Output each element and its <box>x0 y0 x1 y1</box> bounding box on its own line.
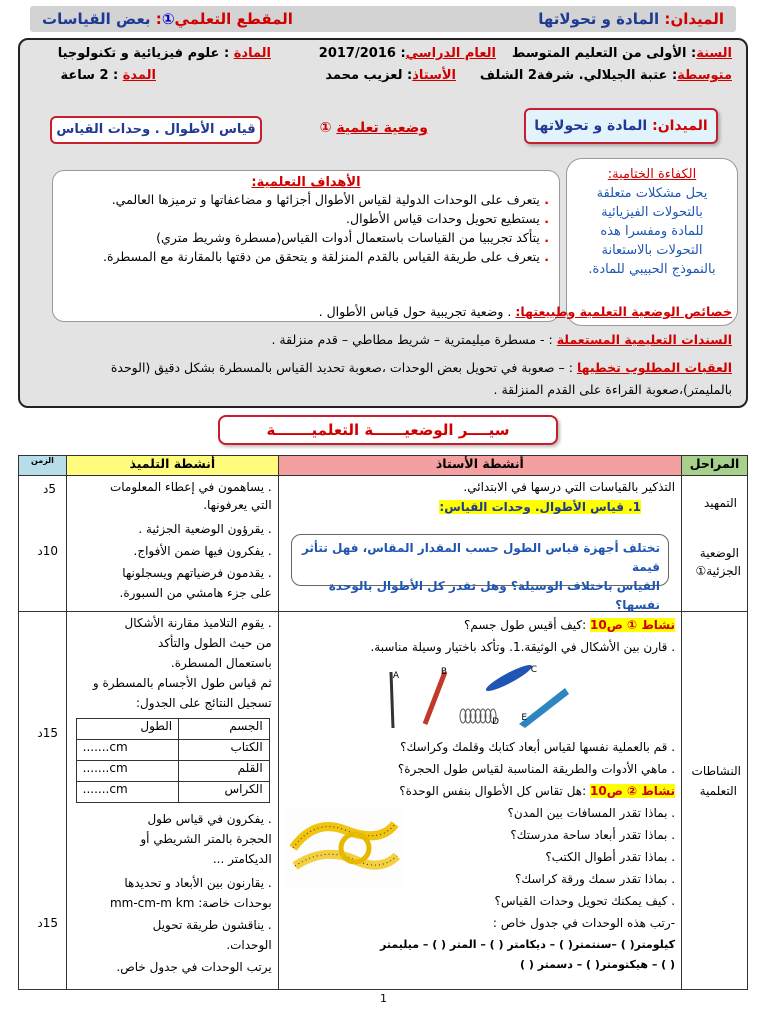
measuring-objects-figure <box>379 658 579 732</box>
resources-line: السندات التعليمية المستعملة : - مسطرة ميليمترية – شريط مطاطي – قدم منزلقة . <box>271 332 732 347</box>
teacher-cell: التذكير بالقياسات التي درسها في الابتدائي. 1. قياس الأطوال. وحدات القياس: تختلف أجهزة قياس الطول حسب المقدار المقاس، فهل تتأثر قيمة القياس باختلاف الوسيلة؟ وهل تقدر كل الأطوال بالوحدة نفسها؟ <box>278 476 681 612</box>
partial-situation-question: تختلف أجهزة قياس الطول حسب المقدار المقاس، فهل تتأثر قيمة القياس باختلاف الوسيلة؟ وهل تقدر كل الأطوال بالوحدة نفسها؟ <box>291 534 669 586</box>
top-banner <box>30 6 736 32</box>
goal-item: . يتعرف على الوحدات الدولية لقياس الأطوال أجزائها و مضاعفاتها و ترميزها العالمي. <box>111 192 549 207</box>
header-time: الزمن <box>19 456 67 476</box>
student-cell: . يساهمون في إعطاء المعلومات التي يعرفونها. . يقرؤون الوضعية الجزئية . . يفكرون فيها ضمن الأفواج. . يقدمون فرضياتهم ويسجلونها على جزء هامشي من السبورة. <box>66 476 278 612</box>
teacher-row: الأستاذ: لعزيب محمد <box>325 68 456 83</box>
svg-text:C: C <box>530 665 537 675</box>
svg-text:B: B <box>440 667 447 677</box>
info-panel <box>18 38 748 408</box>
goals-box <box>52 170 560 322</box>
table-row: الجسم الطول <box>76 719 269 740</box>
school-year-row: العام الدراسي: 2017/2016 <box>318 46 496 61</box>
table-row <box>19 612 748 990</box>
subject-row: المادة : علوم فيزيائية و تكنولوجيا <box>57 46 271 61</box>
table-row: الكراس .......cm <box>76 782 269 803</box>
situation-title-box: قياس الأطوال . وحدات القياس <box>50 116 262 144</box>
stage-cell: التمهيد الوضعية الجزئية① <box>682 476 748 612</box>
table-header-row <box>19 456 748 476</box>
time-cell: 5د 10د <box>19 476 67 612</box>
stage-cell: النشاطات التعلمية <box>682 612 748 990</box>
header-stage: المراحل <box>682 456 748 476</box>
header-student: أنشطة التلميذ <box>66 456 278 476</box>
measurements-table <box>76 718 270 803</box>
svg-text:D: D <box>491 717 499 727</box>
banner-segment: المقطع التعلمي①: بعض القياسات <box>42 10 293 28</box>
goal-item: . يستطيع تحويل وحدات قياس الأطوال. <box>346 211 549 226</box>
svg-text:A: A <box>392 671 399 681</box>
table-row: القلم .......cm <box>76 761 269 782</box>
svg-text:E: E <box>520 713 527 723</box>
duration-row: المدة : 2 ساعة <box>60 68 156 83</box>
banner-field: الميدان: المادة و تحولاتها <box>538 10 724 28</box>
domain-box: الميدان: المادة و تحولاتها <box>524 108 718 144</box>
obstacles-line: العقبات المطلوب تخطيها : – صعوبة في تحويل بعض الوحدات ،صعوبة تحديد القياس بالمسطرة بشكل دقيق (الوحدة <box>110 360 732 375</box>
features-line: خصائص الوضعية التعلمية وطبيعتها: . وضعية تجريبية حول قياس الأطوال . <box>318 304 732 319</box>
activity-1-label: نشاط ① ص10 <box>589 618 676 632</box>
table-row <box>19 476 748 612</box>
year-row: السنة: الأولى من التعليم المتوسط <box>511 46 732 61</box>
goal-item: . يتأكد تجريبيا من القياسات باستعمال أدوات القياس(مسطرة وشريط متري) <box>156 230 549 245</box>
obstacles-line-2: بالمليمتر)،صعوبة القراءة على القدم المنزلقة . <box>493 382 732 397</box>
progress-table <box>18 455 748 990</box>
page-number: 1 <box>380 992 387 1005</box>
goals-title: الأهداف التعلمية: <box>251 175 361 190</box>
table-row: الكتاب .......cm <box>76 740 269 761</box>
competence-box: الكفاءة الختامية: يحل مشكلات متعلقة بالتحولات الفيزيائية للمادة ومفسرا هذه التحولات بالاستعانة بالنموذج الحبيبي للمادة. <box>566 158 738 326</box>
situation-row: وضعية تعلمية ① <box>319 120 428 136</box>
school-row: متوسطة: عتبة الجيلالي. شرفة2 الشلف <box>479 68 732 83</box>
tape-measure-image <box>285 808 403 888</box>
header-teacher: أنشطة الأستاذ <box>278 456 681 476</box>
teacher-cell: نشاط ① ص10 :كيف أقيس طول جسم؟ . قارن بين الأشكال في الوثيقة.1. وتأكد باختيار وسيلة مناسبة. A B C D E . قم بالعملية نفسها لقياس أبعاد كتابك وقلمك وكراسك؟ . ماهي الأدوات والطريقة المناسبة لقياس طول الحجرة؟ نشاط ② ص10 :هل تقاس كل الأطوال بنفس الوحدة؟ . بماذا تقدر المسافات بين المدن؟ . بماذا تقدر أبعاد ساحة مدرستك؟ . بماذا تقدر أطوال الكتب؟ . بماذا تقدر سمك ورقة كراسك؟ . كيف يمكنك تحويل وحدات القياس؟ -رتب هذه الوحدات في جدول خاص : كيلومتر( ) –سنتمتر( ) – ديكامتر ( ) – المتر ( ) – ميليمتر ( ) – هيكتومتر( ) – دسمتر ( ) <box>278 612 681 990</box>
section-title: سيــــر الوضعيــــــة التعلميـــــــة <box>218 415 558 445</box>
goal-item: . يتعرف على طريقة القياس بالقدم المنزلقة و يتحقق من دقتها بالمقارنة مع المسطرة. <box>102 249 549 264</box>
activity-2-label: نشاط ② ص10 <box>589 784 676 798</box>
time-cell: 15د 15د <box>19 612 67 990</box>
competence-title: الكفاءة الختامية: <box>607 167 697 182</box>
student-cell: . يقوم التلاميذ مقارنة الأشكال من حيث الطول والتأكد باستعمال المسطرة. ثم قياس طول الأجسام بالمسطرة و تسجيل النتائج على الجدول: الجسم الطول الكتاب .......cm القلم .......cm الكراس .......cm . يفكرون في قياس طول الحجرة بالمتر الشريطي أو الديكامتر ... . يقارنون بين الأبعاد و تحديدها بوحدات خاصة: mm-cm-m km . يناقشون طريقة تحويل الوحدات. يرتب الوحدات في جدول خاص. <box>66 612 278 990</box>
